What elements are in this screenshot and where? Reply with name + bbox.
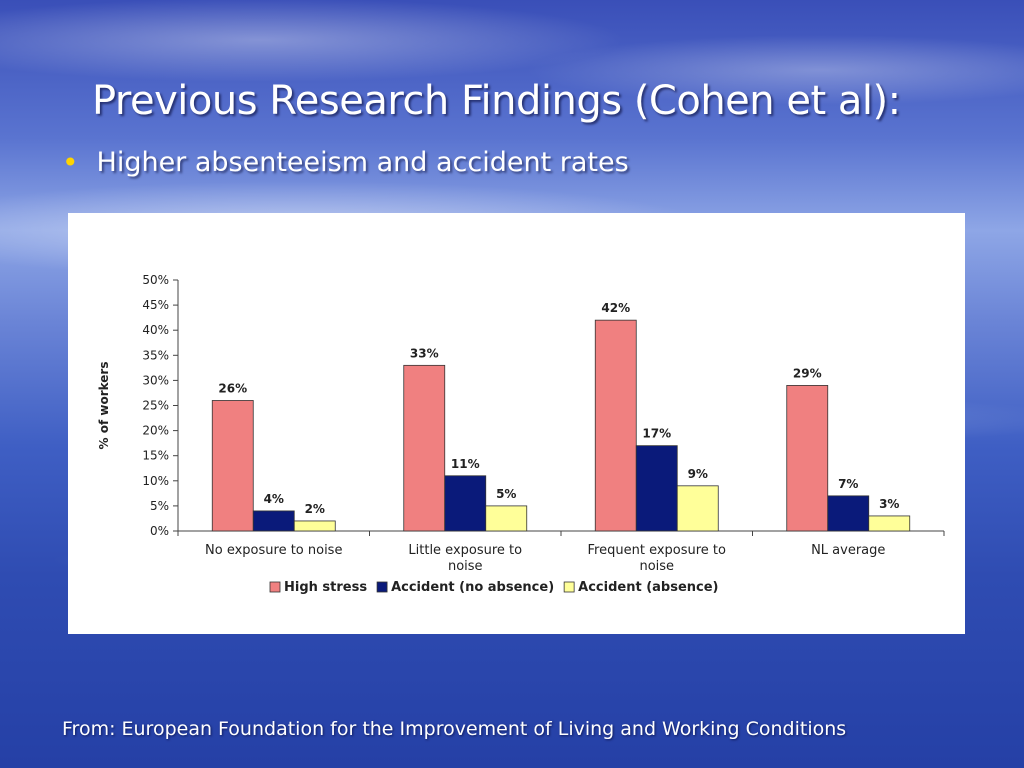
- slide-title: Previous Research Findings (Cohen et al):: [92, 78, 901, 124]
- y-tick-label: 5%: [149, 498, 169, 513]
- bar: [404, 365, 445, 531]
- data-label: 11%: [450, 456, 480, 471]
- bar-chart: [68, 213, 965, 634]
- data-label: 5%: [496, 486, 517, 501]
- category-label: Little exposure to: [408, 543, 523, 558]
- legend-swatch: [270, 582, 280, 592]
- bar: [677, 486, 718, 531]
- y-tick-label: 30%: [142, 373, 169, 388]
- category-label: noise: [639, 559, 675, 574]
- chart-bars: [212, 320, 910, 531]
- data-label: 29%: [792, 366, 822, 381]
- bar: [445, 476, 486, 531]
- legend-label: High stress: [284, 580, 368, 595]
- data-label: 17%: [642, 426, 672, 441]
- bar: [787, 385, 828, 531]
- data-label: 4%: [263, 491, 284, 506]
- bullet-point: [62, 146, 629, 179]
- category-label: Frequent exposure to: [587, 543, 726, 558]
- category-label: NL average: [811, 543, 886, 558]
- y-tick-label: 50%: [142, 273, 169, 287]
- y-tick-label: 35%: [142, 348, 169, 363]
- y-tick-label: 25%: [142, 398, 169, 413]
- bar: [828, 496, 869, 531]
- data-label: 3%: [879, 496, 900, 511]
- data-label: 9%: [687, 466, 708, 481]
- bullet-icon: •: [62, 146, 79, 179]
- data-label: 2%: [304, 501, 325, 516]
- legend-label: Accident (absence): [578, 580, 719, 595]
- bar: [636, 446, 677, 531]
- bullet-text: Higher absenteeism and accident rates: [96, 147, 629, 178]
- y-tick-label: 20%: [142, 423, 169, 438]
- bar: [595, 320, 636, 531]
- chart-panel: [68, 213, 965, 634]
- data-label: 7%: [838, 476, 859, 491]
- bar: [294, 521, 335, 531]
- y-tick-label: 10%: [142, 473, 169, 488]
- y-tick-label: 45%: [142, 298, 169, 313]
- bar: [253, 511, 294, 531]
- chart-category-labels: [205, 543, 885, 574]
- y-tick-label: 0%: [149, 524, 169, 538]
- legend-swatch: [564, 582, 574, 592]
- legend-label: Accident (no absence): [391, 580, 555, 595]
- bar: [486, 506, 527, 531]
- data-label: 26%: [218, 381, 248, 396]
- y-axis-title: % of workers: [97, 361, 111, 450]
- bar: [212, 400, 253, 531]
- y-tick-label: 15%: [142, 448, 169, 463]
- category-label: noise: [447, 559, 483, 574]
- legend-swatch: [377, 582, 387, 592]
- bar: [869, 516, 910, 531]
- chart-legend: [270, 580, 718, 595]
- data-label: 33%: [409, 346, 439, 361]
- y-tick-label: 40%: [142, 323, 169, 338]
- source-caption: From: European Foundation for the Improvement of Living and Working Conditions: [62, 718, 847, 740]
- category-label: No exposure to noise: [205, 543, 343, 558]
- data-label: 42%: [601, 301, 631, 316]
